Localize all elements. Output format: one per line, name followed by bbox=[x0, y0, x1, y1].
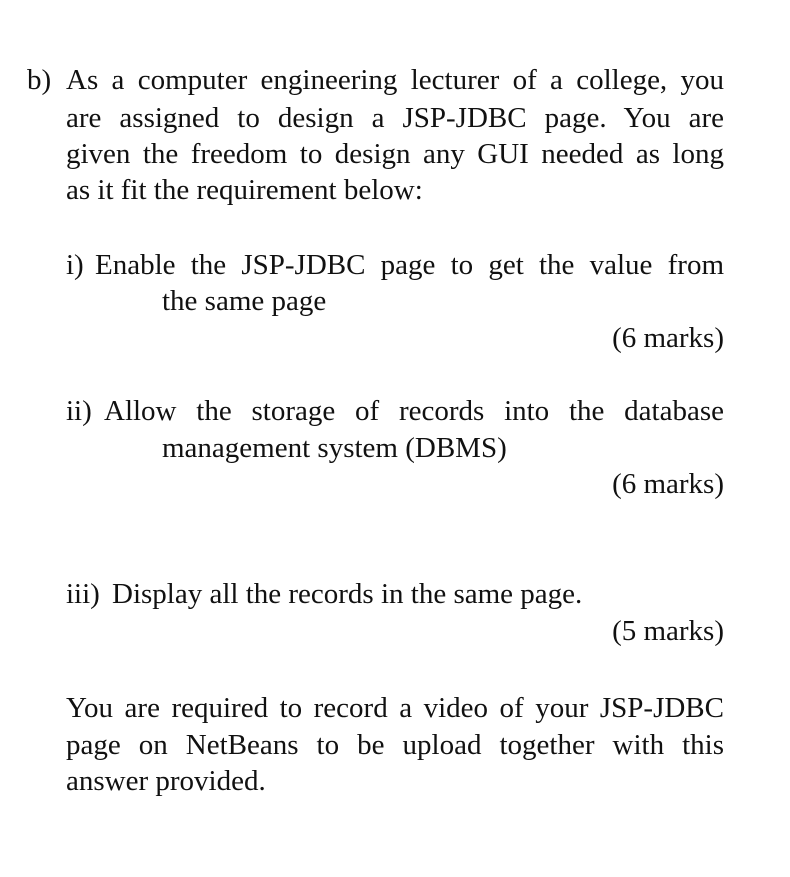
intro-line-2: are assigned to design a JSP-JDBC page. You are bbox=[66, 102, 724, 134]
part-iii-marks: (5 marks) bbox=[612, 615, 724, 647]
closing-line-2: page on NetBeans to be upload together with this bbox=[66, 729, 724, 761]
part-ii-marks: (6 marks) bbox=[612, 468, 724, 500]
part-i-label: i) bbox=[66, 249, 84, 281]
question-label: b) bbox=[27, 64, 52, 96]
intro-line-1: As a computer engineering lecturer of a college, you bbox=[66, 64, 724, 96]
part-i-line-1: Enable the JSP-JDBC page to get the value from bbox=[95, 249, 724, 281]
closing-line-3: answer provided. bbox=[66, 765, 266, 797]
intro-line-4: as it fit the requirement below: bbox=[66, 174, 423, 206]
part-iii-line-1: Display all the records in the same page. bbox=[112, 578, 583, 610]
part-ii-line-2: management system (DBMS) bbox=[162, 432, 507, 464]
part-iii-label: iii) bbox=[66, 578, 100, 610]
part-i-line-2: the same page bbox=[162, 285, 327, 317]
part-ii-line-1: Allow the storage of records into the database bbox=[104, 395, 724, 427]
part-i-marks: (6 marks) bbox=[612, 322, 724, 354]
closing-line-1: You are required to record a video of your JSP-JDBC bbox=[66, 692, 724, 724]
intro-line-3: given the freedom to design any GUI needed as long bbox=[66, 138, 724, 170]
part-ii-label: ii) bbox=[66, 395, 92, 427]
